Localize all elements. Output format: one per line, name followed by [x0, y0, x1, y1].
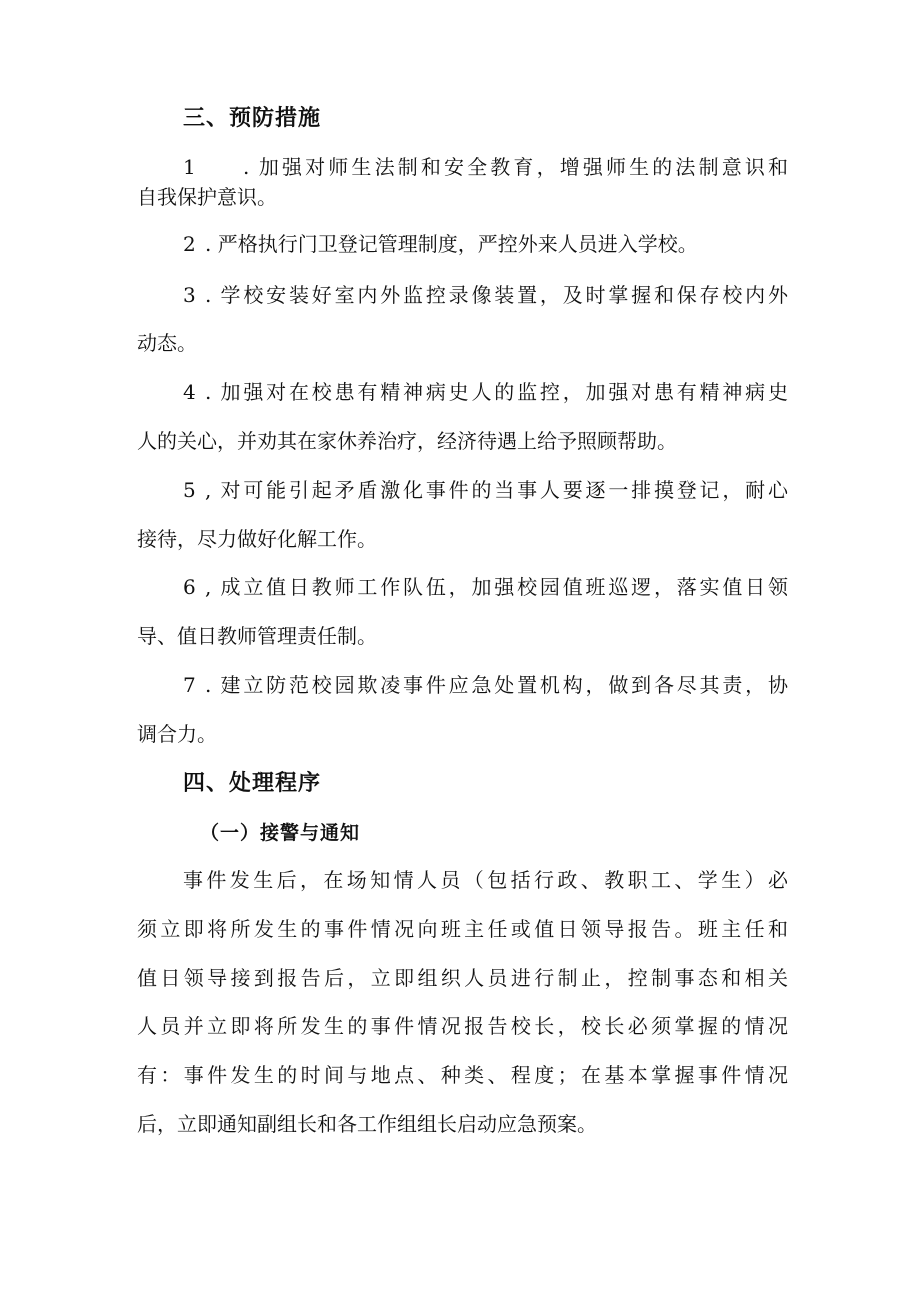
item-6-text-1: , 成立值日教师工作队伍，加强校园值班巡逻，落实值日领 [205, 575, 788, 599]
paragraph-line-6: 后，立即通知副组长和各工作组组长启动应急预案。 [137, 1112, 597, 1136]
item-7-line-2: 调合力。 [137, 722, 217, 746]
item-5-line-2: 接待，尽力做好化解工作。 [137, 527, 377, 551]
item-7-number: 7 [183, 673, 196, 697]
item-2-line-1 [183, 230, 698, 258]
paragraph-line-4: 人员并立即将所发生的事件情况报告校长，校长必须掌握的情况 [137, 1014, 788, 1038]
section-3-heading: 三、预防措施 [183, 106, 322, 131]
item-4-number: 4 [183, 380, 196, 404]
item-3-text-1: . 学校安装好室内外监控录像装置，及时掌握和保存校内外 [205, 283, 788, 307]
item-1-line-1 [183, 153, 788, 181]
paragraph-line-1: 事件发生后，在场知情人员（包括行政、教职工、学生）必 [183, 868, 788, 892]
item-3-line-1 [183, 281, 788, 309]
paragraph-line-2: 须立即将所发生的事件情况向班主任或值日领导报告。班主任和 [137, 917, 788, 941]
item-1-number: 1 [183, 155, 196, 179]
item-6-number: 6 [183, 575, 196, 599]
item-7-line-1 [183, 671, 788, 699]
item-2-text-1: . 严格执行门卫登记管理制度，严控外来人员进入学校。 [205, 232, 698, 256]
item-2-number: 2 [183, 232, 196, 256]
item-5-number: 5 [183, 478, 196, 502]
item-1-line-2: 自我保护意识。 [137, 185, 277, 209]
item-5-line-1 [183, 476, 788, 504]
item-6-line-2: 导、值日教师管理责任制。 [137, 624, 377, 648]
item-4-line-1 [183, 378, 788, 406]
item-5-text-1: , 对可能引起矛盾激化事件的当事人要逐一排摸登记，耐心 [205, 478, 788, 502]
item-3-line-2: 动态。 [137, 331, 197, 355]
item-4-line-2: 人的关心，并劝其在家休养治疗，经济待遇上给予照顾帮助。 [137, 429, 677, 453]
item-6-line-1 [183, 573, 788, 601]
subsection-1-heading: （一）接警与通知 [200, 822, 361, 844]
item-1-text-1: . 加强对师生法制和安全教育，增强师生的法制意识和 [243, 155, 788, 179]
paragraph-line-5: 有：事件发生的时间与地点、种类、程度；在基本掌握事件情况 [137, 1063, 788, 1087]
paragraph-line-3: 值日领导接到报告后，立即组织人员进行制止，控制事态和相关 [137, 966, 788, 990]
item-7-text-1: . 建立防范校园欺凌事件应急处置机构，做到各尽其责，协 [205, 673, 788, 697]
item-3-number: 3 [183, 283, 196, 307]
item-4-text-1: . 加强对在校患有精神病史人的监控，加强对患有精神病史 [205, 380, 788, 404]
section-4-heading: 四、处理程序 [183, 771, 322, 796]
